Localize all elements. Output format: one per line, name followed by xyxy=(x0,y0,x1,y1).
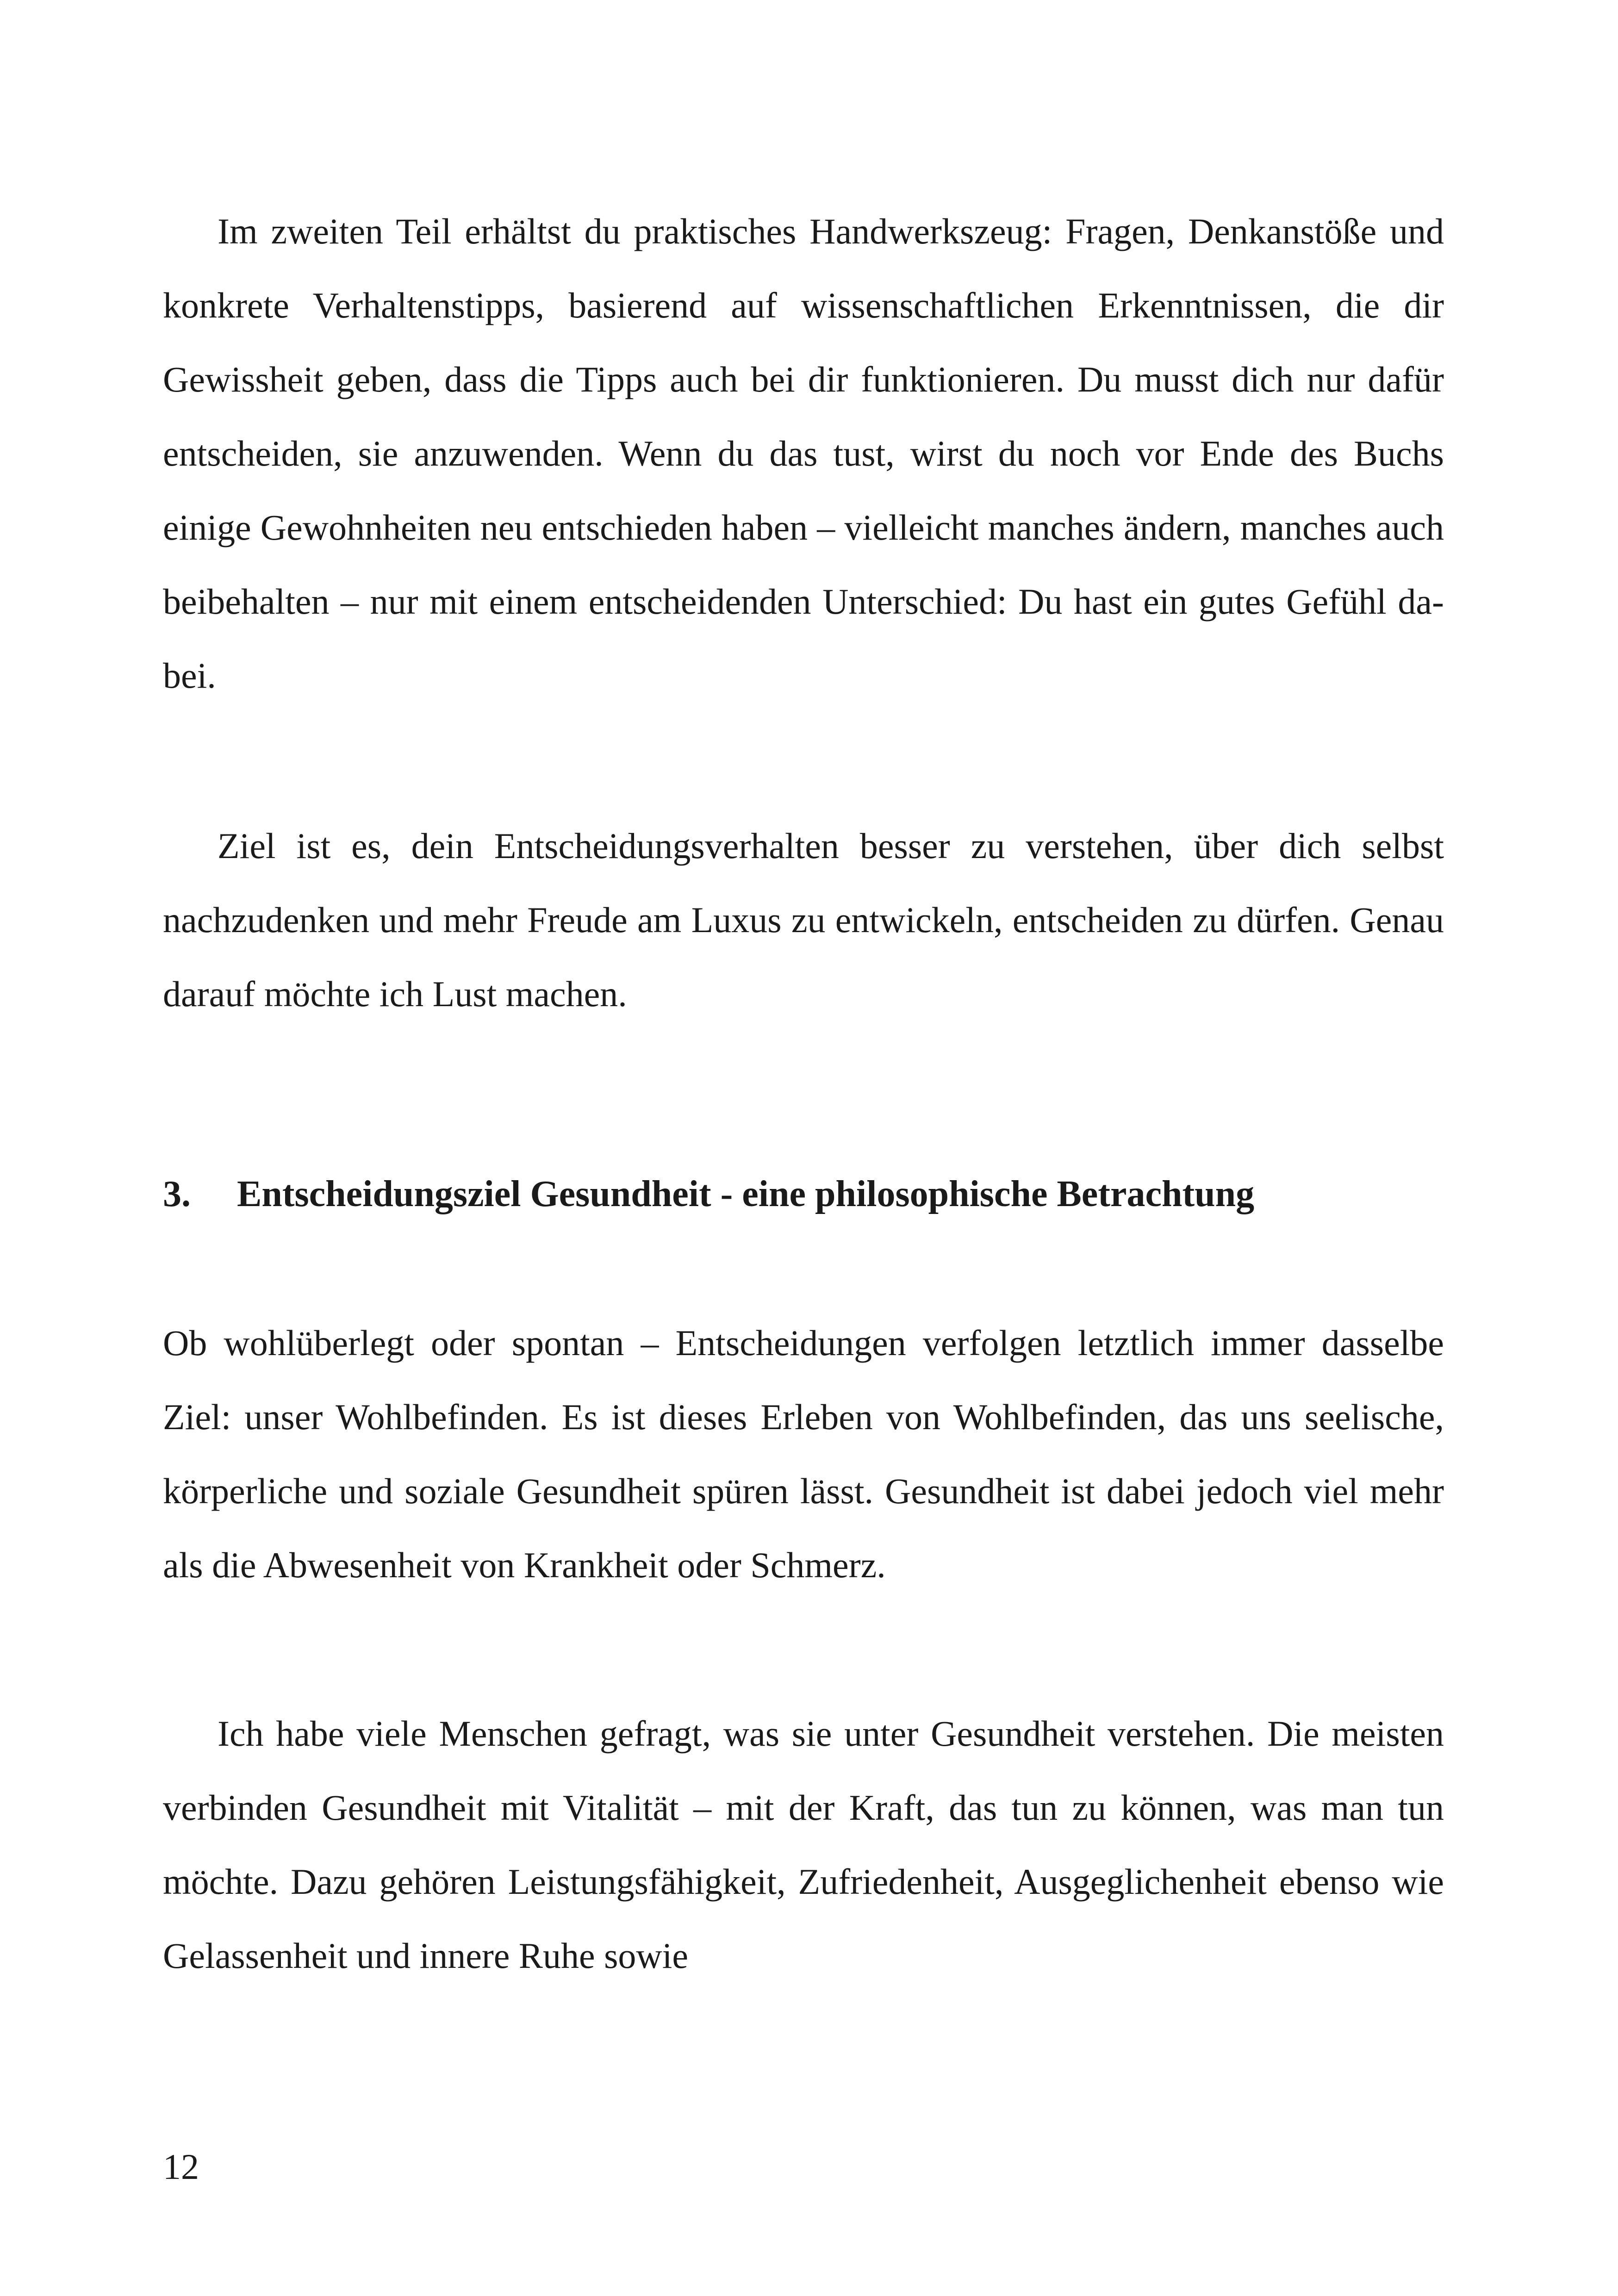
page-number: 12 xyxy=(163,2147,199,2187)
body-paragraph: Ob wohlüberlegt oder spontan – Entscheidungen verfolgen letztlich immer dasselbe Ziel: unser Wohlbefinden. Es ist dieses Erleben von Wohlbefinden, das uns seelische, körperliche und soziale Gesundheit spüren lässt. Gesundheit ist dabei jedoch viel mehr als die Abwesenheit von Krankheit oder Schmerz. xyxy=(163,1323,1444,1585)
section-heading xyxy=(163,1166,1459,1222)
section-title: Entscheidungsziel Gesundheit - eine philosophische Betrachtung xyxy=(237,1174,1255,1214)
section-number: 3. xyxy=(163,1174,191,1214)
body-paragraph: Ich habe viele Menschen gefragt, was sie unter Gesundheit verstehen. Die meisten verbinden Gesundheit mit Vitalität – mit der Kraft, das tun zu können, was man tun möchte. Dazu gehören Leistungsfähigkeit, Zufriedenheit, Ausgeglichenheit ebenso wie Gelassenheit und innere Ruhe sowie xyxy=(163,1713,1444,1976)
body-paragraph: Im zweiten Teil erhältst du praktisches Handwerkszeug: Fragen, Denkanstöße und konkrete Verhaltenstipps, basierend auf wissenschaftlichen Erkenntnissen, die dir Gewissheit geben, dass die Tipps auch bei dir funktionieren. Du musst dich nur dafür entscheiden, sie anzuwenden. Wenn du das tust, wirst du noch vor Ende des Buchs einige Gewohnheiten neu entschieden haben – vielleicht manches ändern, manches auch beibehalten – nur mit einem entscheidenden Unterschied: Du hast ein gutes Gefühl dabei. xyxy=(163,211,1444,696)
body-paragraph: Ziel ist es, dein Entscheidungsverhalten besser zu verstehen, über dich selbst nachzudenken und mehr Freude am Luxus zu entwickeln, entscheiden zu dürfen. Genau darauf möchte ich Lust machen. xyxy=(163,826,1444,1014)
